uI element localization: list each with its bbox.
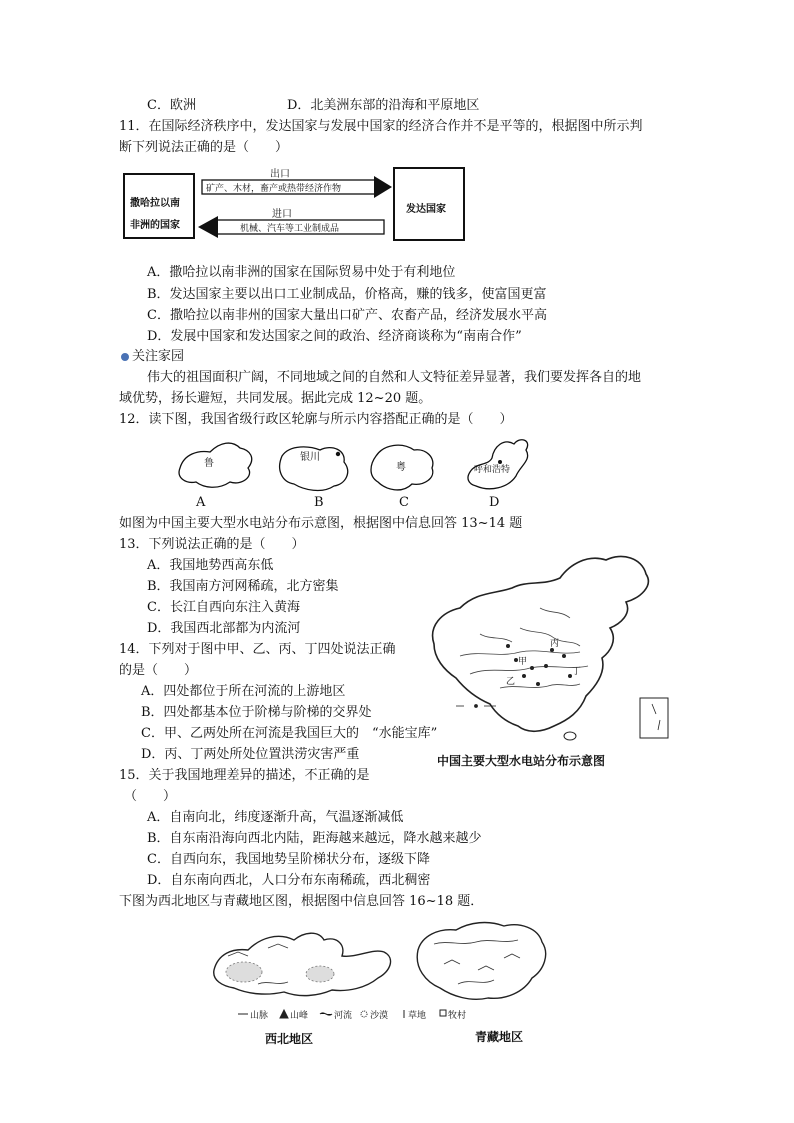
q13-option-a: A．我国地势西高东低 [147,558,274,573]
q12-stem: 12．读下图，我国省级行政区轮廓与所示内容搭配正确的是（ ） [119,412,513,427]
section-intro-line2: 域优势，扬长避短，共同发展。据此完成 12~20 题。 [119,391,432,406]
q14-option-c: C．甲、乙两处所在河流是我国巨大的 “水能宝库” [141,726,438,741]
legend-pastoral-village: 牧村 [448,1011,467,1021]
q11-option-c: C．撒哈拉以南非州的国家大量出口矿产、农畜产品，经济发展水平高 [147,308,547,323]
right-box-label: 发达国家 [406,204,446,215]
q10-option-c: C．欧洲 [147,98,196,113]
northwest-caption: 西北地区 [265,1032,314,1046]
bullet-icon [121,353,129,361]
left-box-line2: 非洲的国家 [130,220,180,231]
china-map-shapes [420,548,682,772]
china-hydropower-map [420,548,682,772]
q10-option-d: D．北美洲东部的沿海和平原地区 [287,98,480,113]
q15-option-c: C．自西向东，我国地势呈阶梯状分布，逐级下降 [147,852,430,867]
q11-option-b: B．发达国家主要以出口工业制成品，价格高，赚的钱多，使富国更富 [147,287,547,302]
letter-d: D [489,495,500,510]
qinghai-tibet-caption: 青藏地区 [475,1030,524,1044]
shape-b-label: 银川 [300,452,320,463]
import-label: 进口 [272,209,292,220]
export-label: 出口 [270,169,290,180]
q13-option-c: C．长江自西向东注入黄海 [147,600,300,615]
q14-option-b: B．四处都基本位于阶梯与阶梯的交界处 [141,705,372,720]
intro-13-14: 如图为中国主要大型水电站分布示意图，根据图中信息回答 13~14 题 [119,516,523,531]
letter-a: A [196,495,206,510]
regions-map [208,914,558,1024]
map-mark-yi: 乙 [506,677,516,687]
q15-option-a: A．自南向北，纬度逐渐升高，气温逐渐减低 [147,810,404,825]
shape-a-label: 鲁 [204,458,214,469]
section-header [121,348,184,366]
import-goods: 机械、汽车等工业制成品 [240,224,340,234]
legend-grassland: 草地 [408,1011,427,1021]
q15-stem-line1: 15．关于我国地理差异的描述，不正确的是 [119,768,370,783]
q14-stem-line1: 14．下列对于图中甲、乙、丙、丁四处说法正确 [119,642,396,657]
map-mark-ding: 丁 [572,667,582,677]
china-map-caption: 中国主要大型水电站分布示意图 [437,754,606,768]
legend-desert: 沙漠 [370,1011,389,1021]
letter-c: C [399,495,409,510]
shape-c-label: 粤 [396,462,406,473]
shape-d-label: 呼和浩特 [474,465,511,475]
trade-diagram [122,164,466,246]
q11-option-d: D．发展中国家和发达国家之间的政治、经济商谈称为“南南合作” [147,329,522,344]
legend-mountain: 山脉 [250,1011,269,1021]
export-goods: 矿产、木材，畜产或热带经济作物 [206,184,342,194]
legend-peak: 山峰 [290,1011,309,1021]
q11-stem-line2: 断下列说法正确的是（ ） [119,140,289,155]
q14-option-d: D．丙、丁两处所处位置洪涝灾害严重 [141,747,360,762]
q13-option-d: D．我国西北部都为内流河 [147,621,301,636]
section-title: 关注家园 [132,349,185,364]
map-mark-bing: 丙 [550,639,560,649]
left-box-line1: 撒哈拉以南 [130,198,180,209]
letter-b: B [314,495,324,510]
q11-stem-line1: 11．在国际经济秩序中，发达国家与发展中国家的经济合作并不是平等的，根据图中所示判 [119,119,643,134]
q15-option-d: D．自东南向西北，人口分布东南稀疏，西北稠密 [147,873,431,888]
section-intro-line1: 伟大的祖国面积广阔，不同地域之间的自然和人文特征差异显著，我们要发挥各自的地 [147,370,642,385]
q13-option-b: B．我国南方河网稀疏，北方密集 [147,579,339,594]
q15-option-b: B．自东南沿海向西北内陆，距海越来越远，降水越来越少 [147,831,482,846]
map-mark-jia: 甲 [518,657,528,667]
intro-16-18: 下图为西北地区与青藏地区图，根据图中信息回答 16~18 题． [119,894,484,909]
q13-stem: 13．下列说法正确的是（ ） [119,537,305,552]
q14-option-a: A．四处都位于所在河流的上游地区 [141,684,346,699]
q14-stem-line2: 的是（ ） [119,663,198,678]
q15-stem-line2: （ ） [124,789,177,804]
province-outlines [170,432,540,512]
q11-option-a: A．撒哈拉以南非洲的国家在国际贸易中处于有利地位 [147,265,456,280]
legend-river: 河流 [334,1011,353,1021]
